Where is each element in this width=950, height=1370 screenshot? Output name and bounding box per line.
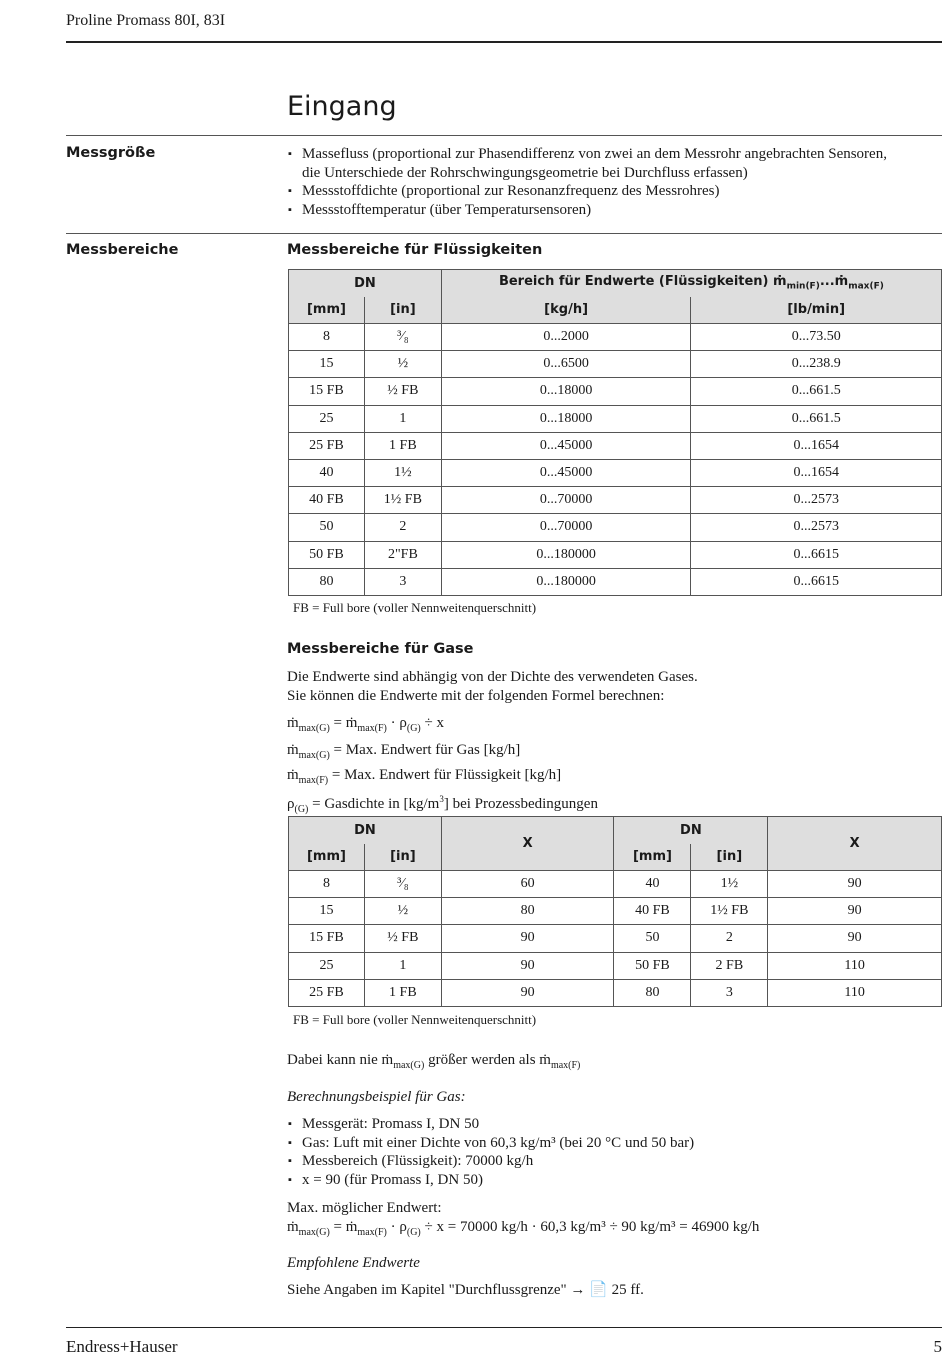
table-cell: 90 — [441, 925, 614, 952]
table-cell: 0...1654 — [691, 459, 942, 486]
table-cell: 1 — [364, 405, 441, 432]
table-cell: ½ FB — [364, 925, 441, 952]
table-cell: 1 — [364, 952, 441, 979]
formula-sub: (G) — [406, 1226, 421, 1238]
def-sup: 3 — [439, 794, 444, 804]
table-cell: 40 FB — [289, 487, 365, 514]
heading-liquids: Messbereiche für Flüssigkeiten — [287, 242, 543, 258]
text: Dabei kann nie ṁ — [287, 1052, 394, 1068]
table-row — [289, 541, 942, 568]
th-mm: [mm] — [289, 297, 365, 324]
table-row — [289, 405, 942, 432]
table-cell: 1½ — [364, 459, 441, 486]
table-row — [289, 514, 942, 541]
table-cell: 1½ FB — [364, 487, 441, 514]
table-cell: 25 FB — [289, 432, 365, 459]
th-range-sub-min: min(F) — [786, 282, 820, 293]
formula-eq: = — [329, 1218, 346, 1235]
page-title: Eingang — [287, 91, 397, 122]
formula-sub: max(G) — [298, 1226, 330, 1238]
table-cell: 50 FB — [289, 541, 365, 568]
formula-m: ṁ — [345, 715, 358, 731]
table-cell: 0...18000 — [441, 405, 691, 432]
formula-definitions — [287, 741, 598, 820]
formula-sub: max(G) — [298, 750, 330, 761]
th-kgh: [kg/h] — [441, 297, 691, 324]
header-rule — [66, 41, 942, 43]
gas-formula — [287, 714, 444, 739]
formula-sub: max(G) — [393, 1060, 425, 1071]
label-messgroesse: Messgröße — [66, 145, 156, 161]
th-range-text: Bereich für Endwerte (Flüssigkeiten) ṁ — [498, 274, 787, 290]
formula-rho: ρ — [287, 796, 295, 812]
formula-m: ṁ — [287, 715, 299, 731]
table-cell: 15 FB — [289, 925, 365, 952]
max-possible-block — [287, 1199, 759, 1242]
table-cell: 0...180000 — [441, 568, 691, 595]
formula-dot: · — [386, 1218, 400, 1235]
table-cell: 90 — [441, 952, 614, 979]
list-item: ▪ Gas: Luft mit einer Dichte von 60,3 kg/m³ (bei 20 °C und 50 bar) — [288, 1134, 694, 1153]
table-cell: ½ FB — [364, 378, 441, 405]
formula-tail: ÷ x = 70000 kg/h · 60,3 kg/m³ ÷ 90 kg/m³ = 46900 kg/h — [420, 1218, 760, 1235]
gas-intro-line-2: Sie können die Endwerte mit der folgenden Formel berechnen: — [287, 687, 665, 704]
table-cell: 2 — [364, 514, 441, 541]
th-in: [in] — [364, 297, 441, 324]
table-row — [289, 925, 942, 952]
liquids-table — [288, 269, 942, 596]
see-chapter-link[interactable]: Siehe Angaben im Kapitel "Durchflussgrenze" → 📄 25 ff. — [287, 1282, 644, 1298]
table-cell: ³⁄₈ — [364, 871, 441, 898]
th-range-sub-max: max(F) — [848, 282, 884, 293]
text: größer werden als ṁ — [424, 1052, 551, 1068]
table-cell: ³⁄₈ — [364, 324, 441, 351]
recommended-heading: Empfohlene Endwerte — [287, 1255, 420, 1271]
table-cell: 15 — [289, 898, 365, 925]
formula-sub: max(F) — [357, 723, 387, 734]
table-cell: 3 — [691, 979, 768, 1006]
table-cell: 90 — [441, 979, 614, 1006]
formula-m: ṁ — [287, 742, 299, 758]
table-cell: 3 — [364, 568, 441, 595]
table-cell: 0...6500 — [441, 351, 691, 378]
list-item-continuation — [288, 164, 887, 183]
table-row — [289, 979, 942, 1006]
table-cell: 0...70000 — [441, 487, 691, 514]
def-text: = Max. Endwert für Gas [kg/h] — [329, 742, 521, 758]
def-text: = Gasdichte in [kg/m — [308, 796, 440, 812]
table-cell: 2 — [691, 925, 768, 952]
table-cell: 0...45000 — [441, 459, 691, 486]
table-cell: 50 — [614, 925, 691, 952]
th-in: [in] — [364, 844, 441, 871]
table-cell: 0...70000 — [441, 514, 691, 541]
list-item: ▪ Messgerät: Promass I, DN 50 — [288, 1115, 694, 1134]
section-rule — [66, 233, 942, 234]
gas-intro — [287, 668, 698, 705]
table-cell: 0...2573 — [691, 487, 942, 514]
example-list — [288, 1115, 694, 1189]
list-item: ▪ Messstofftemperatur (über Temperatursensoren) — [288, 201, 887, 220]
messgroesse-list — [288, 145, 887, 219]
table-cell: 25 — [289, 405, 365, 432]
formula-m: ṁ — [345, 1218, 358, 1235]
table-cell: 50 FB — [614, 952, 691, 979]
table-row — [289, 952, 942, 979]
formula-eq: = — [329, 715, 346, 731]
table-cell: 0...238.9 — [691, 351, 942, 378]
th-mm: [mm] — [614, 844, 691, 871]
table-cell: 0...45000 — [441, 432, 691, 459]
table-cell: 1 FB — [364, 979, 441, 1006]
gas-intro-line-1: Die Endwerte sind abhängig von der Dichte des verwendeten Gases. — [287, 669, 698, 685]
gas-table — [288, 816, 942, 1007]
table-cell: 0...18000 — [441, 378, 691, 405]
running-header: Proline Promass 80I, 83I — [66, 12, 226, 29]
table-cell: 0...6615 — [691, 568, 942, 595]
formula-rho: ρ — [399, 1218, 407, 1235]
list-item-text: die Unterschiede der Rohrschwingungsgeometrie bei Durchfluss erfassen) — [302, 164, 748, 181]
example-heading: Berechnungsbeispiel für Gas: — [287, 1089, 466, 1105]
table-row — [289, 432, 942, 459]
table-cell: 8 — [289, 324, 365, 351]
table-cell: 0...180000 — [441, 541, 691, 568]
table-cell: 90 — [768, 898, 942, 925]
th-dn: DN — [614, 817, 768, 844]
table-cell: 80 — [614, 979, 691, 1006]
table-cell: 0...73.50 — [691, 324, 942, 351]
table-cell: 110 — [768, 952, 942, 979]
table-cell: 0...661.5 — [691, 405, 942, 432]
heading-gases: Messbereiche für Gase — [287, 641, 474, 657]
table-cell: 0...6615 — [691, 541, 942, 568]
formula-sub: max(F) — [357, 1226, 387, 1238]
fb-note-liquids: FB = Full bore (voller Nennweitenquerschnitt) — [293, 600, 537, 615]
table-cell: 25 FB — [289, 979, 365, 1006]
th-dn: DN — [289, 817, 442, 844]
formula-rho: ρ — [399, 715, 407, 731]
table-cell: 1½ FB — [691, 898, 768, 925]
table-cell: 2 FB — [691, 952, 768, 979]
table-cell: 60 — [441, 871, 614, 898]
list-item: ▪ Messbereich (Flüssigkeit): 70000 kg/h — [288, 1152, 694, 1171]
table-cell: 80 — [289, 568, 365, 595]
table-row — [289, 378, 942, 405]
table-cell: ½ — [364, 898, 441, 925]
max-possible-label: Max. möglicher Endwert: — [287, 1200, 442, 1216]
table-cell: 0...2573 — [691, 514, 942, 541]
th-range — [441, 270, 941, 297]
def-line — [287, 766, 598, 791]
table-cell: 25 — [289, 952, 365, 979]
label-messbereiche: Messbereiche — [66, 242, 179, 258]
th-range-mid: ...ṁ — [819, 274, 849, 290]
formula-sub: max(F) — [550, 1060, 581, 1071]
table-cell: 90 — [768, 925, 942, 952]
formula-sub: (G) — [294, 804, 309, 815]
list-item: ▪ Messstoffdichte (proportional zur Resonanzfrequenz des Messrohres) — [288, 182, 887, 201]
example-formula — [287, 1218, 759, 1243]
table-cell: 0...661.5 — [691, 378, 942, 405]
formula-sub: max(G) — [298, 723, 330, 734]
footer-rule — [66, 1327, 942, 1328]
list-item: ▪ Massefluss (proportional zur Phasendifferenz von zwei an dem Messrohr angebrachten Sensoren, — [288, 145, 887, 164]
table-cell: 0...1654 — [691, 432, 942, 459]
formula-m: ṁ — [287, 766, 299, 783]
def-text: = Max. Endwert für Flüssigkeit [kg/h] — [328, 766, 562, 783]
table-cell: 110 — [768, 979, 942, 1006]
table-cell: 1½ — [691, 871, 768, 898]
table-row — [289, 568, 942, 595]
fb-note-gases: FB = Full bore (voller Nennweitenquerschnitt) — [293, 1012, 537, 1027]
table-cell: 15 — [289, 351, 365, 378]
formula-sub: max(F) — [298, 774, 329, 786]
table-cell: 8 — [289, 871, 365, 898]
table-row — [289, 459, 942, 486]
page-number: 5 — [933, 1337, 942, 1356]
th-dn: DN — [289, 270, 442, 297]
th-mm: [mm] — [289, 844, 365, 871]
table-cell: 1 FB — [364, 432, 441, 459]
table-cell: 0...2000 — [441, 324, 691, 351]
th-x: X — [441, 817, 614, 871]
table-cell: ½ — [364, 351, 441, 378]
table-row — [289, 898, 942, 925]
table-row — [289, 871, 942, 898]
formula-div-x: ÷ x — [420, 715, 444, 731]
table-cell: 40 FB — [614, 898, 691, 925]
def-text: ] bei Prozessbedingungen — [443, 796, 598, 812]
table-cell: 40 — [289, 459, 365, 486]
th-x: X — [768, 817, 942, 871]
table-row — [289, 487, 942, 514]
th-lbmin: [lb/min] — [691, 297, 942, 324]
table-cell: 2"FB — [364, 541, 441, 568]
def-line — [287, 741, 598, 766]
formula-sub: (G) — [406, 723, 421, 734]
formula-dot: · — [386, 715, 400, 731]
table-row — [289, 351, 942, 378]
table-cell: 90 — [768, 871, 942, 898]
formula-m: ṁ — [287, 1218, 299, 1235]
footer-company: Endress+Hauser — [66, 1337, 178, 1356]
section-rule — [66, 135, 942, 136]
table-cell: 40 — [614, 871, 691, 898]
table-row — [289, 324, 942, 351]
table-cell: 15 FB — [289, 378, 365, 405]
table-cell: 50 — [289, 514, 365, 541]
table-cell: 80 — [441, 898, 614, 925]
never-greater-text — [287, 1051, 580, 1076]
list-item: ▪ x = 90 (für Promass I, DN 50) — [288, 1171, 694, 1190]
th-in: [in] — [691, 844, 768, 871]
